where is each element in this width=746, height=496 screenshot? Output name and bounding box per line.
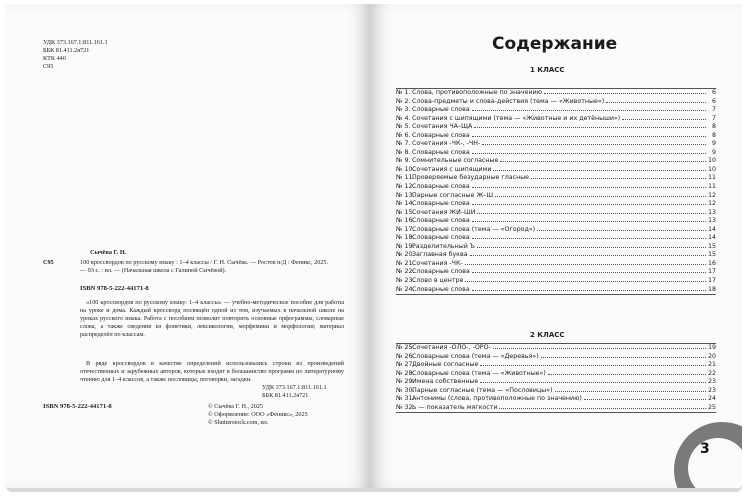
right-page xyxy=(370,4,742,488)
toc-entry-page: 10 xyxy=(707,165,716,173)
toc-leader-dots xyxy=(472,272,706,273)
toc-entry xyxy=(396,89,716,98)
isbn-bottom: ISBN 978-5-222-44171-8 xyxy=(43,403,112,410)
toc-leader-dots xyxy=(482,144,706,145)
toc-entry-number: № 13. xyxy=(396,191,415,199)
toc-entry xyxy=(396,132,716,141)
toc-entry-page: 15 xyxy=(707,251,716,259)
udk-line: УДК 373.167.1:811.161.1 xyxy=(262,384,327,391)
udk-block-top xyxy=(43,39,108,71)
toc-entry-number: № 6. xyxy=(396,131,411,139)
toc-entry-page: 18 xyxy=(707,285,716,293)
toc-leader-dots xyxy=(465,264,706,265)
toc-leader-dots xyxy=(472,110,706,111)
toc-entry-title: Слова, противоположные по значению xyxy=(412,89,543,96)
bbk-line: ББК 81.411.2я721 xyxy=(43,47,90,54)
page-number: 3 xyxy=(700,441,710,457)
toc-entry-title: Словарные слова xyxy=(412,106,470,114)
toc-leader-dots xyxy=(555,391,706,392)
toc-entry-page: 17 xyxy=(707,277,716,285)
toc-entry-number: № 10. xyxy=(396,165,415,173)
toc-entry-title: Словарные слова xyxy=(412,131,470,139)
toc-leader-dots xyxy=(480,365,706,366)
toc-entry-page: 11 xyxy=(707,174,716,182)
toc-entry-page: 7 xyxy=(711,106,716,114)
toc-entry-title: Сочетания с шипящими xyxy=(412,165,492,173)
toc-entry-number: № 31. xyxy=(396,395,415,403)
toc-leader-dots xyxy=(480,382,706,383)
toc-entry-page: 11 xyxy=(707,183,716,191)
toc-entry-page: 13 xyxy=(707,208,716,216)
toc-entry-page: 12 xyxy=(707,200,716,208)
toc-entry xyxy=(396,115,716,124)
bib-record: 100 кроссвордов по русскому языку : 1–4 классы / Г. Н. Сычёва. — Ростов н/Д : Феникс, 2025. — 93 с. : ил. — (Начальная школа с Галиной Сычёвой). xyxy=(80,259,329,274)
toc-entry xyxy=(396,344,716,353)
toc-entry-title: Имена собственные xyxy=(412,378,479,386)
toc-leader-dots xyxy=(531,178,706,179)
toc-entry xyxy=(396,174,716,183)
toc-entry-number: № 3. xyxy=(396,106,411,114)
left-page xyxy=(4,4,370,488)
toc-list-class1 xyxy=(396,88,716,295)
toc-leader-dots xyxy=(541,357,706,358)
toc-entry-number: № 9. xyxy=(396,157,411,165)
toc-entry-title: Проверяемые безударные гласные xyxy=(412,174,530,182)
toc-entry xyxy=(396,217,716,226)
toc-entry xyxy=(396,106,716,115)
toc-entry-page: 22 xyxy=(707,369,716,377)
toc-leader-dots xyxy=(493,170,706,171)
toc-entry-number: № 1. xyxy=(396,89,411,96)
toc-entry-title: Двойные согласные xyxy=(412,361,479,369)
toc-entry-page: 7 xyxy=(711,114,716,122)
toc-entry-number: № 22. xyxy=(396,268,415,276)
toc-entry-number: № 7. xyxy=(396,140,411,148)
page-title: Содержание xyxy=(492,34,618,54)
toc-entry xyxy=(396,251,716,260)
toc-entry-title: Парные согласные Ж–Ш xyxy=(412,191,494,199)
toc-entry-number: № 18. xyxy=(396,234,415,242)
toc-entry-page: 10 xyxy=(707,157,716,165)
toc-entry xyxy=(396,243,716,252)
toc-entry-number: № 30. xyxy=(396,386,415,394)
toc-entry xyxy=(396,183,716,192)
toc-entry-page: 23 xyxy=(707,378,716,386)
toc-leader-dots xyxy=(472,204,706,205)
toc-entry-title: Слово в центре xyxy=(412,277,464,285)
toc-entry-page: 8 xyxy=(711,131,716,139)
toc-entry xyxy=(396,370,716,379)
toc-leader-dots xyxy=(477,247,706,248)
toc-leader-dots xyxy=(495,196,706,197)
toc-entry-title: Ь — показатель мягкости xyxy=(412,403,498,411)
toc-entry-page: 14 xyxy=(707,225,716,233)
annotation-second: В ряде кроссвордов в качестве определений использовались строки из произведений отечественных и зарубежных авторов, которые входят в большинство программ по литературному чтению для 1–4 классов, а также пословицы, поговорки, загадки. xyxy=(80,360,344,383)
toc-entry xyxy=(396,157,716,166)
toc-entry-number: № 23. xyxy=(396,277,415,285)
copyright-line: © Shutterstock.com, ил. xyxy=(208,419,269,426)
toc-leader-dots xyxy=(474,127,706,128)
toc-entry-title: Словарные слова (тема — «Деревья») xyxy=(412,352,539,360)
toc-leader-dots xyxy=(622,119,706,120)
toc-entry-page: 23 xyxy=(707,386,716,394)
toc-leader-dots xyxy=(472,290,706,291)
toc-entry-title: Сочетания -ЧК- xyxy=(412,259,463,267)
toc-entry-title: Словарные слова xyxy=(412,234,470,242)
toc-entry xyxy=(396,192,716,201)
toc-entry-title: Сочетания ЧА–ЩА xyxy=(412,123,473,131)
toc-entry xyxy=(396,149,716,158)
bbk-line: ББК 81.411.2я721 xyxy=(262,392,309,399)
copyright-line: © Сычёва Г. Н., 2025 xyxy=(208,403,263,410)
toc-entry-title: Заглавная буква xyxy=(412,251,468,259)
toc-entry xyxy=(396,277,716,286)
toc-entry-title: Словарные слова xyxy=(412,268,470,276)
ktk-line: КТК 440 xyxy=(43,55,66,62)
toc-entry xyxy=(396,98,716,107)
toc-leader-dots xyxy=(472,238,706,239)
toc-entry-page: 24 xyxy=(707,395,716,403)
toc-entry-page: 9 xyxy=(711,148,716,156)
toc-entry-title: Словарные слова xyxy=(412,200,470,208)
toc-entry xyxy=(396,200,716,209)
toc-list-class2 xyxy=(396,343,716,413)
toc-entry-number: № 27. xyxy=(396,361,415,369)
toc-entry-number: № 16. xyxy=(396,217,415,225)
toc-entry-number: № 32. xyxy=(396,403,415,411)
toc-entry-title: Словарные слова xyxy=(412,217,470,225)
toc-entry-page: 8 xyxy=(711,123,716,131)
toc-leader-dots xyxy=(472,153,706,154)
toc-entry-number: № 25. xyxy=(396,344,415,351)
toc-entry-title: Словарные слова (тема — «Огород») xyxy=(412,225,536,233)
isbn-top: ISBN 978-5-222-44171-8 xyxy=(80,285,149,292)
toc-entry-page: 9 xyxy=(711,140,716,148)
toc-entry xyxy=(396,387,716,396)
toc-entry xyxy=(396,268,716,277)
toc-entry-number: № 2. xyxy=(396,97,411,105)
toc-entry-number: № 11. xyxy=(396,174,415,182)
toc-leader-dots xyxy=(493,348,706,349)
toc-entry-page: 6 xyxy=(711,89,716,96)
toc-entry xyxy=(396,361,716,370)
toc-leader-dots xyxy=(548,374,706,375)
toc-entry xyxy=(396,226,716,235)
toc-entry-title: Разделительный Ъ xyxy=(412,242,476,250)
code-line: С95 xyxy=(43,63,54,70)
toc-entry-title: Словарные слова xyxy=(412,285,470,293)
toc-entry-number: № 14. xyxy=(396,200,415,208)
toc-leader-dots xyxy=(537,230,706,231)
toc-entry-number: № 21. xyxy=(396,259,415,267)
toc-entry-title: Антонимы (слова, противоположные по значению) xyxy=(412,395,582,403)
toc-entry-number: № 20. xyxy=(396,251,415,259)
toc-leader-dots xyxy=(606,102,706,103)
toc-entry xyxy=(396,123,716,132)
toc-entry-page: 16 xyxy=(707,259,716,267)
copyright-block xyxy=(208,403,308,427)
toc-entry-number: № 15. xyxy=(396,208,415,216)
section-heading-class1: 1 КЛАСС xyxy=(530,66,565,74)
toc-entry-title: Сочетания ЖИ–ШИ xyxy=(412,208,476,216)
toc-entry xyxy=(396,209,716,218)
bib-code: С95 xyxy=(43,259,54,266)
toc-entry-number: № 4. xyxy=(396,114,411,122)
toc-entry xyxy=(396,166,716,175)
toc-leader-dots xyxy=(499,408,706,409)
toc-entry-title: Словарные слова xyxy=(412,148,470,156)
toc-leader-dots xyxy=(470,255,706,256)
toc-leader-dots xyxy=(472,136,706,137)
section-heading-class2: 2 КЛАСС xyxy=(530,331,565,339)
toc-entry-page: 17 xyxy=(707,268,716,276)
toc-entry xyxy=(396,353,716,362)
toc-entry xyxy=(396,378,716,387)
toc-entry-page: 12 xyxy=(707,191,716,199)
toc-entry-number: № 5. xyxy=(396,123,411,131)
toc-entry xyxy=(396,286,716,295)
toc-leader-dots xyxy=(584,399,706,400)
toc-entry xyxy=(396,404,716,413)
toc-entry-number: № 29. xyxy=(396,378,415,386)
toc-entry-number: № 17. xyxy=(396,225,415,233)
toc-entry-page: 19 xyxy=(707,344,716,351)
udk-block-bottom xyxy=(262,384,327,400)
toc-leader-dots xyxy=(544,93,706,94)
toc-entry-title: Сочетания -ЧК-, -ЧН- xyxy=(412,140,481,148)
toc-entry-number: № 19. xyxy=(396,242,415,250)
toc-entry-title: Словарные слова (тема — «Животные») xyxy=(412,369,546,377)
toc-entry-page: 13 xyxy=(707,217,716,225)
corner-decoration-inner xyxy=(688,438,742,488)
toc-leader-dots xyxy=(500,161,706,162)
toc-entry-number: № 26. xyxy=(396,352,415,360)
toc-entry-title: Сочетания с шипящими (тема — «Животные и их детёныши») xyxy=(412,114,621,122)
toc-entry-page: 6 xyxy=(711,97,716,105)
toc-entry xyxy=(396,234,716,243)
toc-leader-dots xyxy=(472,221,706,222)
toc-entry xyxy=(396,395,716,404)
toc-entry-number: № 8. xyxy=(396,148,411,156)
udk-line: УДК 373.167.1:811.161.1 xyxy=(43,39,108,46)
toc-leader-dots xyxy=(477,213,706,214)
toc-entry xyxy=(396,260,716,269)
toc-entry-title: Сочетания -ОЛО-, -ОРО- xyxy=(412,344,491,351)
toc-entry-page: 21 xyxy=(707,361,716,369)
toc-entry-page: 20 xyxy=(707,352,716,360)
toc-entry-title: Сомнительные согласные xyxy=(412,157,499,165)
annotation: «100 кроссвордов по русскому языку: 1–4 классы» — учебно-методическое пособие для работы на уроке и дома. Каждый кроссворд посвящён одной из тем, изучаемых в начальной школе на уроках русского языка. Работа с пособием позволит повторить основные орфограммы, словарные слова, а также сведения из фонетики, лексикологии, морфемики и морфологии; материал распределён по классам. xyxy=(80,299,344,338)
toc-entry-title: Парные согласные (тема — «Пословицы») xyxy=(412,386,553,394)
toc-leader-dots xyxy=(472,187,706,188)
toc-entry-page: 14 xyxy=(707,234,716,242)
bib-author: Сычёва Г. Н. xyxy=(90,249,127,256)
copyright-line: © Оформление: ООО «Феникс», 2025 xyxy=(208,411,308,418)
toc-entry-title: Словарные слова xyxy=(412,183,470,191)
toc-entry-page: 15 xyxy=(707,242,716,250)
toc-entry xyxy=(396,140,716,149)
toc-leader-dots xyxy=(465,281,706,282)
toc-entry-title: Слова-предметы и слова-действия (тема — «Животные») xyxy=(412,97,605,105)
toc-entry-page: 25 xyxy=(707,403,716,411)
toc-entry-number: № 28. xyxy=(396,369,415,377)
toc-entry-number: № 24. xyxy=(396,285,415,293)
toc-entry-number: № 12. xyxy=(396,183,415,191)
